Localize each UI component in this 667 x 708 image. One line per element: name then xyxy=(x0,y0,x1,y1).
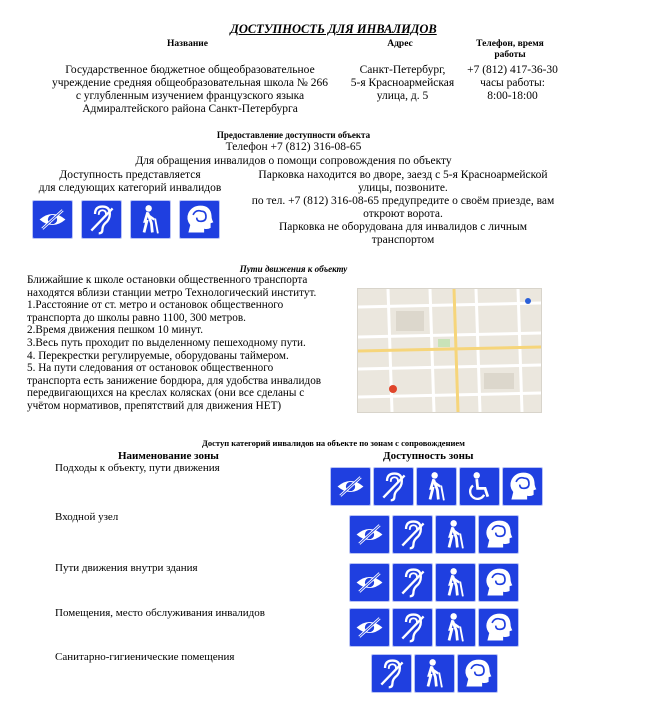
zone-name: Подходы к объекту, пути движения xyxy=(55,462,220,474)
route-line: передвигающихся на креслах колясках (они все сделаны с xyxy=(27,387,305,400)
route-line: транспорта до школы равно 1100, 300 метров. xyxy=(27,311,246,324)
categories-line: Доступность представляется xyxy=(59,169,201,181)
parking-line: по тел. +7 (812) 316-08-65 предупредите о своём приезде, вам xyxy=(251,195,555,207)
organization-address xyxy=(340,64,465,103)
routes-heading: Пути движения к объекту xyxy=(239,264,348,274)
ear-icon xyxy=(392,563,433,602)
eye-icon xyxy=(32,200,73,239)
access-heading: Предоставление доступности объекта xyxy=(216,130,371,140)
access-phone: Телефон +7 (812) 316-08-65 xyxy=(225,141,362,153)
ear-icon xyxy=(392,515,433,554)
org-line: Адмиралтейского района Санкт-Петербурга xyxy=(82,103,298,115)
route-line: 5. На пути следования от остановок общественного xyxy=(27,362,274,375)
eye-icon xyxy=(349,515,390,554)
org-line: учреждение средняя общеобразовательная школа № 266 xyxy=(52,77,328,89)
parking-line: Парковка находится во дворе, заезд с 5-я Красноармейской xyxy=(258,169,548,181)
header-phone: Телефон, время работы xyxy=(476,39,544,60)
address-line: Санкт-Петербург, xyxy=(359,64,446,76)
address-line: улица, д. 5 xyxy=(376,90,429,102)
zone-name: Пути движения внутри здания xyxy=(55,562,198,574)
head-icon xyxy=(478,563,519,602)
phone-line: часы работы: xyxy=(480,77,545,89)
wheelchair-icon xyxy=(459,467,500,506)
ear-icon xyxy=(373,467,414,506)
walking-cane-icon xyxy=(435,515,476,554)
zone-name: Помещения, место обслуживания инвалидов xyxy=(55,607,265,619)
walking-cane-icon xyxy=(416,467,457,506)
address-line: 5-я Красноармейская xyxy=(350,77,455,89)
walking-cane-icon xyxy=(435,563,476,602)
ear-icon xyxy=(392,608,433,647)
route-line: 3.Весь путь проходит по выделенному пешеходному пути. xyxy=(27,336,306,349)
walking-cane-icon xyxy=(414,654,455,693)
zone-icons xyxy=(330,467,550,507)
zones-heading: Доступ категорий инвалидов на объекте по зонам с сопровождением xyxy=(202,438,465,448)
route-line: Ближайшие к школе остановки общественного транспорта xyxy=(27,274,308,286)
walking-cane-icon xyxy=(435,608,476,647)
category-icons xyxy=(32,200,232,242)
parking-info xyxy=(238,169,568,247)
organization-name xyxy=(30,64,350,116)
head-icon xyxy=(502,467,543,506)
head-icon xyxy=(478,515,519,554)
parking-line: транспортом xyxy=(371,234,435,246)
zone-icons xyxy=(371,654,511,694)
route-line: учётом нормативов, препятствий для движения НЕТ) xyxy=(27,399,282,412)
phone-line: +7 (812) 417-36-30 xyxy=(467,64,558,76)
routes-text xyxy=(27,274,352,413)
phone-line: 8:00-18:00 xyxy=(487,90,538,102)
location-map[interactable] xyxy=(357,288,542,413)
route-line: находятся вблизи станции метро Технологический институт. xyxy=(27,286,317,299)
parking-line: Парковка не оборудована для инвалидов с личным xyxy=(278,221,528,233)
route-line: 4. Перекрестки регулируемые, оборудованы таймером. xyxy=(27,349,289,362)
org-line: Государственное бюджетное общеобразовательное xyxy=(65,64,315,76)
header-name: Название xyxy=(166,39,208,49)
route-line: 2.Время движения пешком 10 минут. xyxy=(27,324,204,337)
head-icon xyxy=(457,654,498,693)
map-pin-icon xyxy=(389,385,397,393)
head-icon xyxy=(478,608,519,647)
categories-line: для следующих категорий инвалидов xyxy=(38,182,222,194)
zone-icons xyxy=(349,515,529,555)
head-icon xyxy=(179,200,220,239)
organization-phone xyxy=(460,64,565,103)
escort-note: Для обращения инвалидов о помощи сопровождения по объекту xyxy=(135,155,452,167)
ear-icon xyxy=(371,654,412,693)
zones-col-name: Наименование зоны xyxy=(118,450,219,462)
zones-col-access: Доступность зоны xyxy=(383,450,474,462)
parking-line: улицы, позвоните. xyxy=(358,182,448,194)
org-line: с углубленным изучением французского языка xyxy=(75,90,305,102)
zone-icons xyxy=(349,563,529,603)
walking-cane-icon xyxy=(130,200,171,239)
zone-name: Санитарно-гигиенические помещения xyxy=(55,651,235,663)
parking-line: откроют ворота. xyxy=(363,208,443,220)
zone-name: Входной узел xyxy=(55,511,119,523)
eye-icon xyxy=(349,563,390,602)
route-line: 1.Расстояние от ст. метро и остановок общественного xyxy=(27,299,284,312)
zone-icons xyxy=(349,608,529,648)
eye-icon xyxy=(330,467,371,506)
categories-caption xyxy=(25,169,235,195)
route-line: транспорта есть занижение бордюра, для удобства инвалидов xyxy=(27,374,322,387)
page-title: ДОСТУПНОСТЬ ДЛЯ ИНВАЛИДОВ xyxy=(230,22,437,36)
header-address: Адрес xyxy=(387,39,413,49)
ear-icon xyxy=(81,200,122,239)
eye-icon xyxy=(349,608,390,647)
